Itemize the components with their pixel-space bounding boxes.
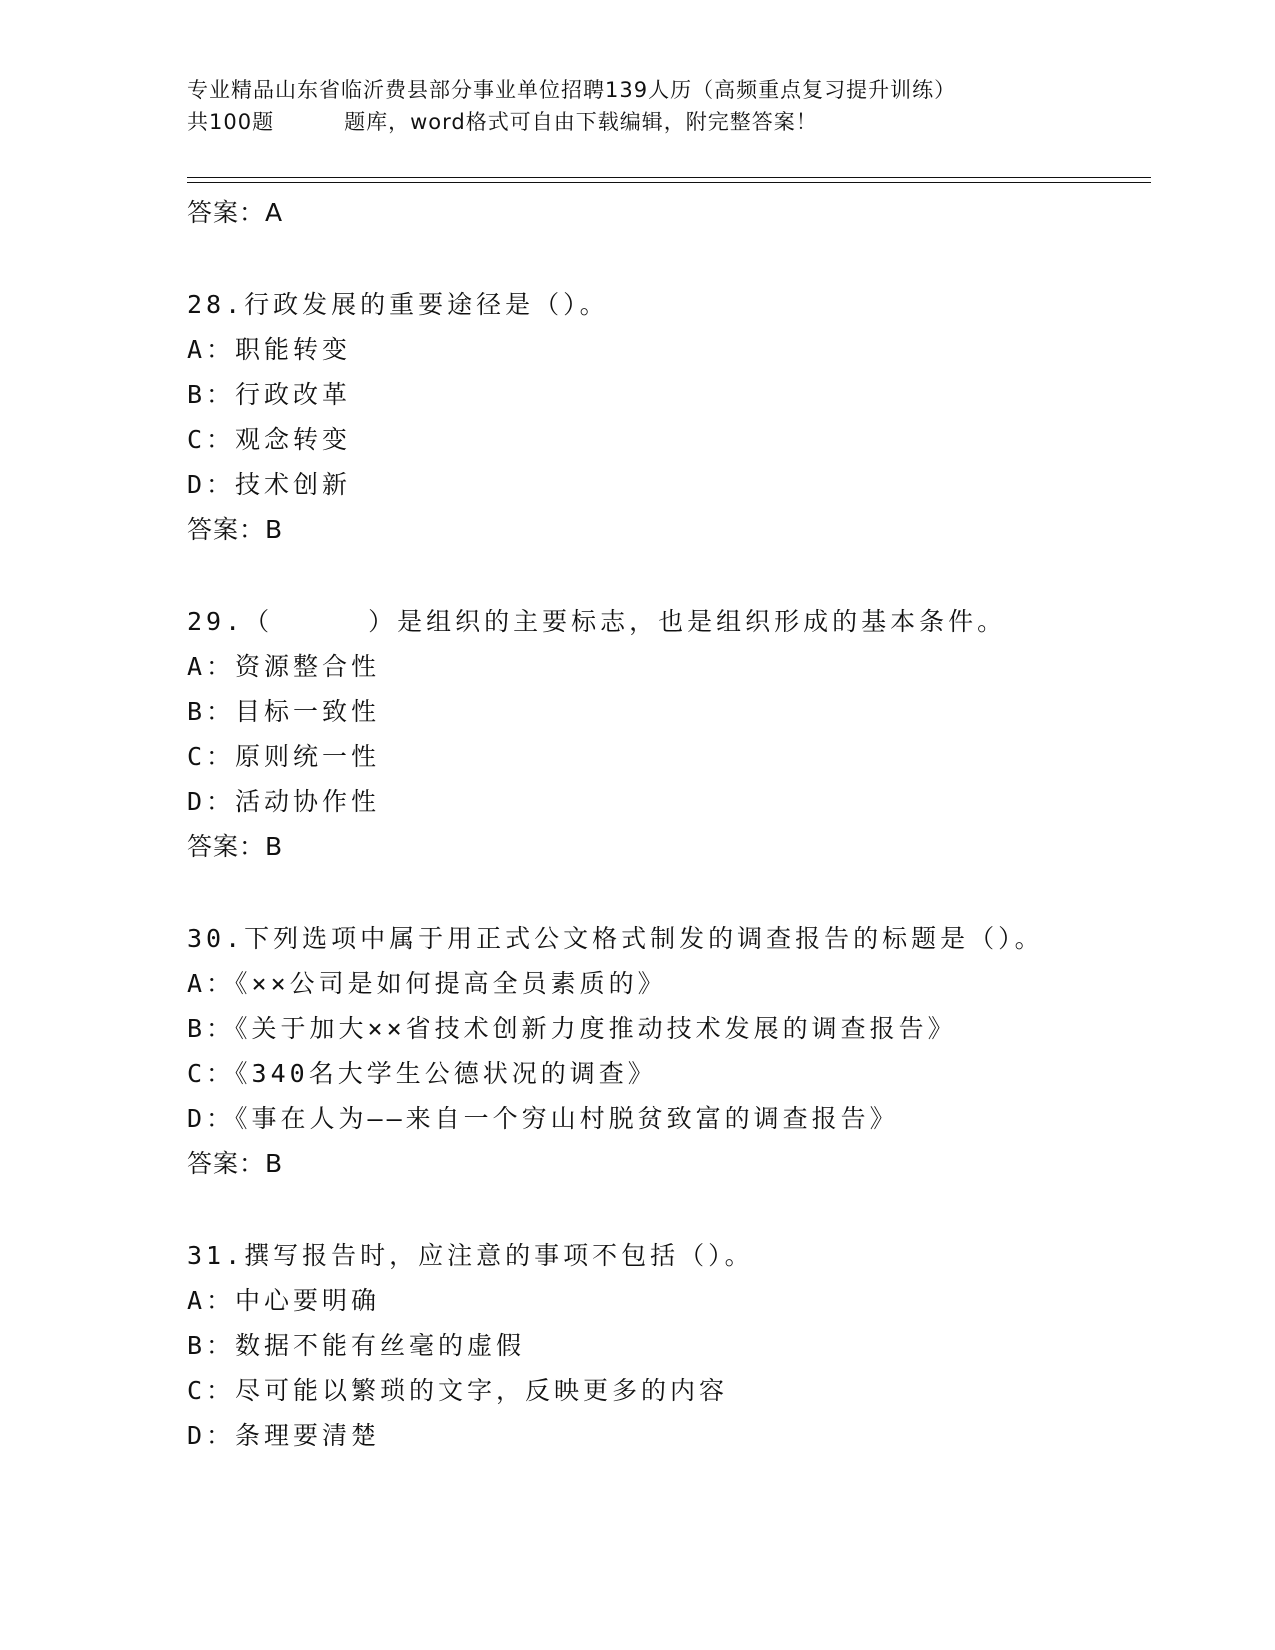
option-b: B：数据不能有丝毫的虚假: [187, 1331, 526, 1360]
answer-line: 答案：B: [187, 515, 284, 544]
option-a: A：《××公司是如何提高全员素质的》: [187, 969, 667, 998]
page-header: [187, 74, 1087, 138]
question-block-28: [187, 282, 1151, 552]
option-a: A：资源整合性: [187, 652, 381, 681]
question-block-30: [187, 916, 1151, 1186]
option-d: D：活动协作性: [187, 787, 381, 816]
option-c: C：尽可能以繁琐的文字，反映更多的内容: [187, 1376, 729, 1405]
stem-suffix: ）是组织的主要标志，也是组织形成的基本条件。: [368, 607, 1007, 636]
question-block-29: [187, 599, 1151, 869]
question-stem: 30.下列选项中属于用正式公文格式制发的调查报告的标题是（）。: [187, 924, 1044, 953]
question-stem: 31.撰写报告时，应注意的事项不包括（）。: [187, 1241, 754, 1270]
option-c: C：原则统一性: [187, 742, 381, 771]
answer-line: 答案：B: [187, 832, 284, 861]
question-block-31: [187, 1233, 1151, 1458]
answer-line-q27: 答案：A: [187, 198, 284, 227]
option-c: C：《340名大学生公德状况的调查》: [187, 1059, 657, 1088]
question-stem: 28.行政发展的重要途径是（）。: [187, 290, 609, 319]
header-title: 专业精品山东省临沂费县部分事业单位招聘139人历（高频重点复习提升训练）: [187, 78, 957, 102]
option-d: D：《事在人为——来自一个穷山村脱贫致富的调查报告》: [187, 1104, 899, 1133]
option-b: B：行政改革: [187, 380, 352, 409]
header-description: 题库，word格式可自由下载编辑，附完整答案！: [344, 110, 818, 134]
header-count: 共100题: [187, 110, 275, 134]
option-a: A：中心要明确: [187, 1286, 381, 1315]
option-d: D：条理要清楚: [187, 1421, 381, 1450]
answer-line: 答案：B: [187, 1149, 284, 1178]
header-subtitle: [187, 106, 1087, 138]
option-d: D：技术创新: [187, 470, 352, 499]
stem-prefix: 29.（: [187, 607, 274, 636]
question-list: [187, 190, 1151, 1458]
header-rule-top: [187, 177, 1151, 178]
option-b: B：目标一致性: [187, 697, 381, 726]
question-stem: [187, 599, 1151, 644]
option-a: A：职能转变: [187, 335, 352, 364]
header-rule-bottom: [187, 182, 1151, 183]
option-b: B：《关于加大××省技术创新力度推动技术发展的调查报告》: [187, 1014, 957, 1043]
option-c: C：观念转变: [187, 425, 352, 454]
